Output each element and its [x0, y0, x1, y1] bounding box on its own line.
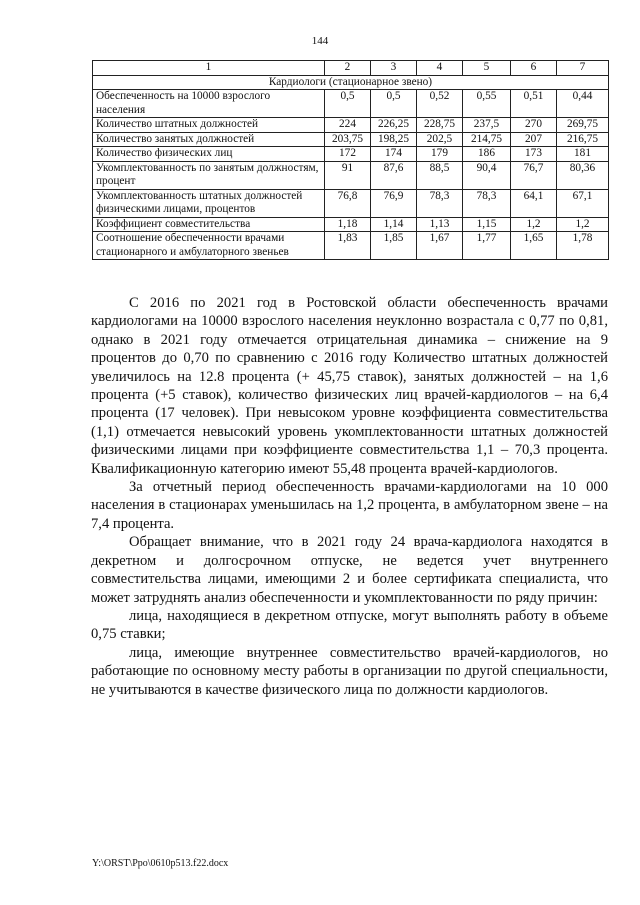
table-cell: 0,44: [557, 90, 609, 118]
row-label: Количество физических лиц: [93, 147, 325, 162]
table-cell: 226,25: [371, 118, 417, 133]
table-cell: 1,85: [371, 232, 417, 260]
page-number: 144: [311, 35, 329, 47]
table-cell: 91: [325, 161, 371, 189]
table-row: [93, 147, 609, 162]
table-cell: 172: [325, 147, 371, 162]
table-row: [93, 90, 609, 118]
table-cell: 64,1: [511, 189, 557, 217]
row-label: Укомплектованность штатных должностей физическими лицами, процентов: [93, 189, 325, 217]
table-cell: 174: [371, 147, 417, 162]
table-cell: 214,75: [463, 132, 511, 147]
column-header: 2: [325, 61, 371, 76]
table-cell: 1,67: [417, 232, 463, 260]
table-row: [93, 118, 609, 133]
section-title: Кардиологи (стационарное звено): [93, 75, 609, 90]
footer-file-path: Y:\ORST\Ppo\0610p513.f22.docx: [92, 858, 229, 869]
table-cell: 269,75: [557, 118, 609, 133]
row-label: Количество занятых должностей: [93, 132, 325, 147]
table-cell: 78,3: [417, 189, 463, 217]
table-cell: 76,7: [511, 161, 557, 189]
table-cell: 88,5: [417, 161, 463, 189]
table-cell: 1,18: [325, 217, 371, 232]
row-label: Соотношение обеспеченности врачами стационарного и амбулаторного звеньев: [93, 232, 325, 260]
table-cell: 202,5: [417, 132, 463, 147]
table-cell: 181: [557, 147, 609, 162]
table-cell: 76,8: [325, 189, 371, 217]
table-row: [93, 132, 609, 147]
table-row: [93, 217, 609, 232]
table-cell: 78,3: [463, 189, 511, 217]
paragraph: С 2016 по 2021 год в Ростовской области обеспеченность врачами кардиологами на 10000 взрослого населения неуклонно возрастала с 0,77 по 0,81, однако в 2021 году отмечается отрицательная динамика – снижение на 9 процентов до 0,70 по сравнению с 2016 году Количество штатных должностей увеличилось на 12.8 процента (+ 45,75 ставок), занятых должностей – на 1,6 процента (+5 ставок), количество физических лиц врачей-кардиологов – на 6,4 процента (17 человек). При невысоком уровне коэффициента совместительства (1,1) отмечается невысокий уровень укомплектованности штатных должностей физическими лицами при коэффициенте совместительства 1,1 – 70,3 процента. Квалификационную категорию имеют 55,48 процента врачей-кардиологов.: [91, 295, 608, 477]
column-header: 6: [511, 61, 557, 76]
paragraph: лица, имеющие внутреннее совместительство врачей-кардиологов, но работающие по основному месту работы в организации по другой специальности, не учитываются в качестве физического лица по должности кардиологов.: [91, 644, 608, 698]
table-cell: 0,5: [371, 90, 417, 118]
table-row: [93, 189, 609, 217]
table-cell: 270: [511, 118, 557, 133]
table-cell: 173: [511, 147, 557, 162]
table-cell: 1,2: [511, 217, 557, 232]
paragraph: За отчетный период обеспеченность врачами-кардиологами на 10 000 населения в стационарах уменьшилась на 1,2 процента, в амбулаторном звене – на 7,4 процента.: [91, 479, 608, 532]
body-text: [91, 294, 608, 699]
table-cell: 1,14: [371, 217, 417, 232]
paragraph: лица, находящиеся в декретном отпуске, могут выполнять работу в объеме 0,75 ставки;: [91, 607, 608, 643]
table-row: [93, 161, 609, 189]
table-cell: 203,75: [325, 132, 371, 147]
table-cell: 179: [417, 147, 463, 162]
row-label: Количество штатных должностей: [93, 118, 325, 133]
column-header: 4: [417, 61, 463, 76]
staffing-table: [92, 60, 609, 260]
table-cell: 1,13: [417, 217, 463, 232]
table-cell: 1,65: [511, 232, 557, 260]
table-header-row: [93, 61, 609, 76]
table-cell: 216,75: [557, 132, 609, 147]
table-cell: 1,78: [557, 232, 609, 260]
table-cell: 224: [325, 118, 371, 133]
table-cell: 76,9: [371, 189, 417, 217]
table-cell: 228,75: [417, 118, 463, 133]
table-cell: 1,15: [463, 217, 511, 232]
table-cell: 67,1: [557, 189, 609, 217]
table-cell: 186: [463, 147, 511, 162]
table-cell: 1,83: [325, 232, 371, 260]
table-cell: 90,4: [463, 161, 511, 189]
table-cell: 198,25: [371, 132, 417, 147]
table-cell: 1,77: [463, 232, 511, 260]
row-label: Обеспеченность на 10000 взрослого населения: [93, 90, 325, 118]
paragraph: Обращает внимание, что в 2021 году 24 врача-кардиолога находятся в декретном и долгосрочном отпуске, не ведется учет внутреннего совместительства лицами, имеющими 2 и более сертификата специалиста, что может затруднять анализ обеспеченности и укомплектованности по ряду причин:: [91, 534, 608, 606]
column-header: 5: [463, 61, 511, 76]
table-cell: 0,52: [417, 90, 463, 118]
table-cell: 0,51: [511, 90, 557, 118]
column-header: 7: [557, 61, 609, 76]
table-row: [93, 232, 609, 260]
row-label: Коэффициент совместительства: [93, 217, 325, 232]
table-cell: 87,6: [371, 161, 417, 189]
table-cell: 0,5: [325, 90, 371, 118]
column-header: 3: [371, 61, 417, 76]
table-cell: 207: [511, 132, 557, 147]
table-section-row: [93, 75, 609, 90]
row-label: Укомплектованность по занятым должностям, процент: [93, 161, 325, 189]
table-cell: 237,5: [463, 118, 511, 133]
column-header: 1: [93, 61, 325, 76]
table-cell: 0,55: [463, 90, 511, 118]
table-cell: 1,2: [557, 217, 609, 232]
table-cell: 80,36: [557, 161, 609, 189]
